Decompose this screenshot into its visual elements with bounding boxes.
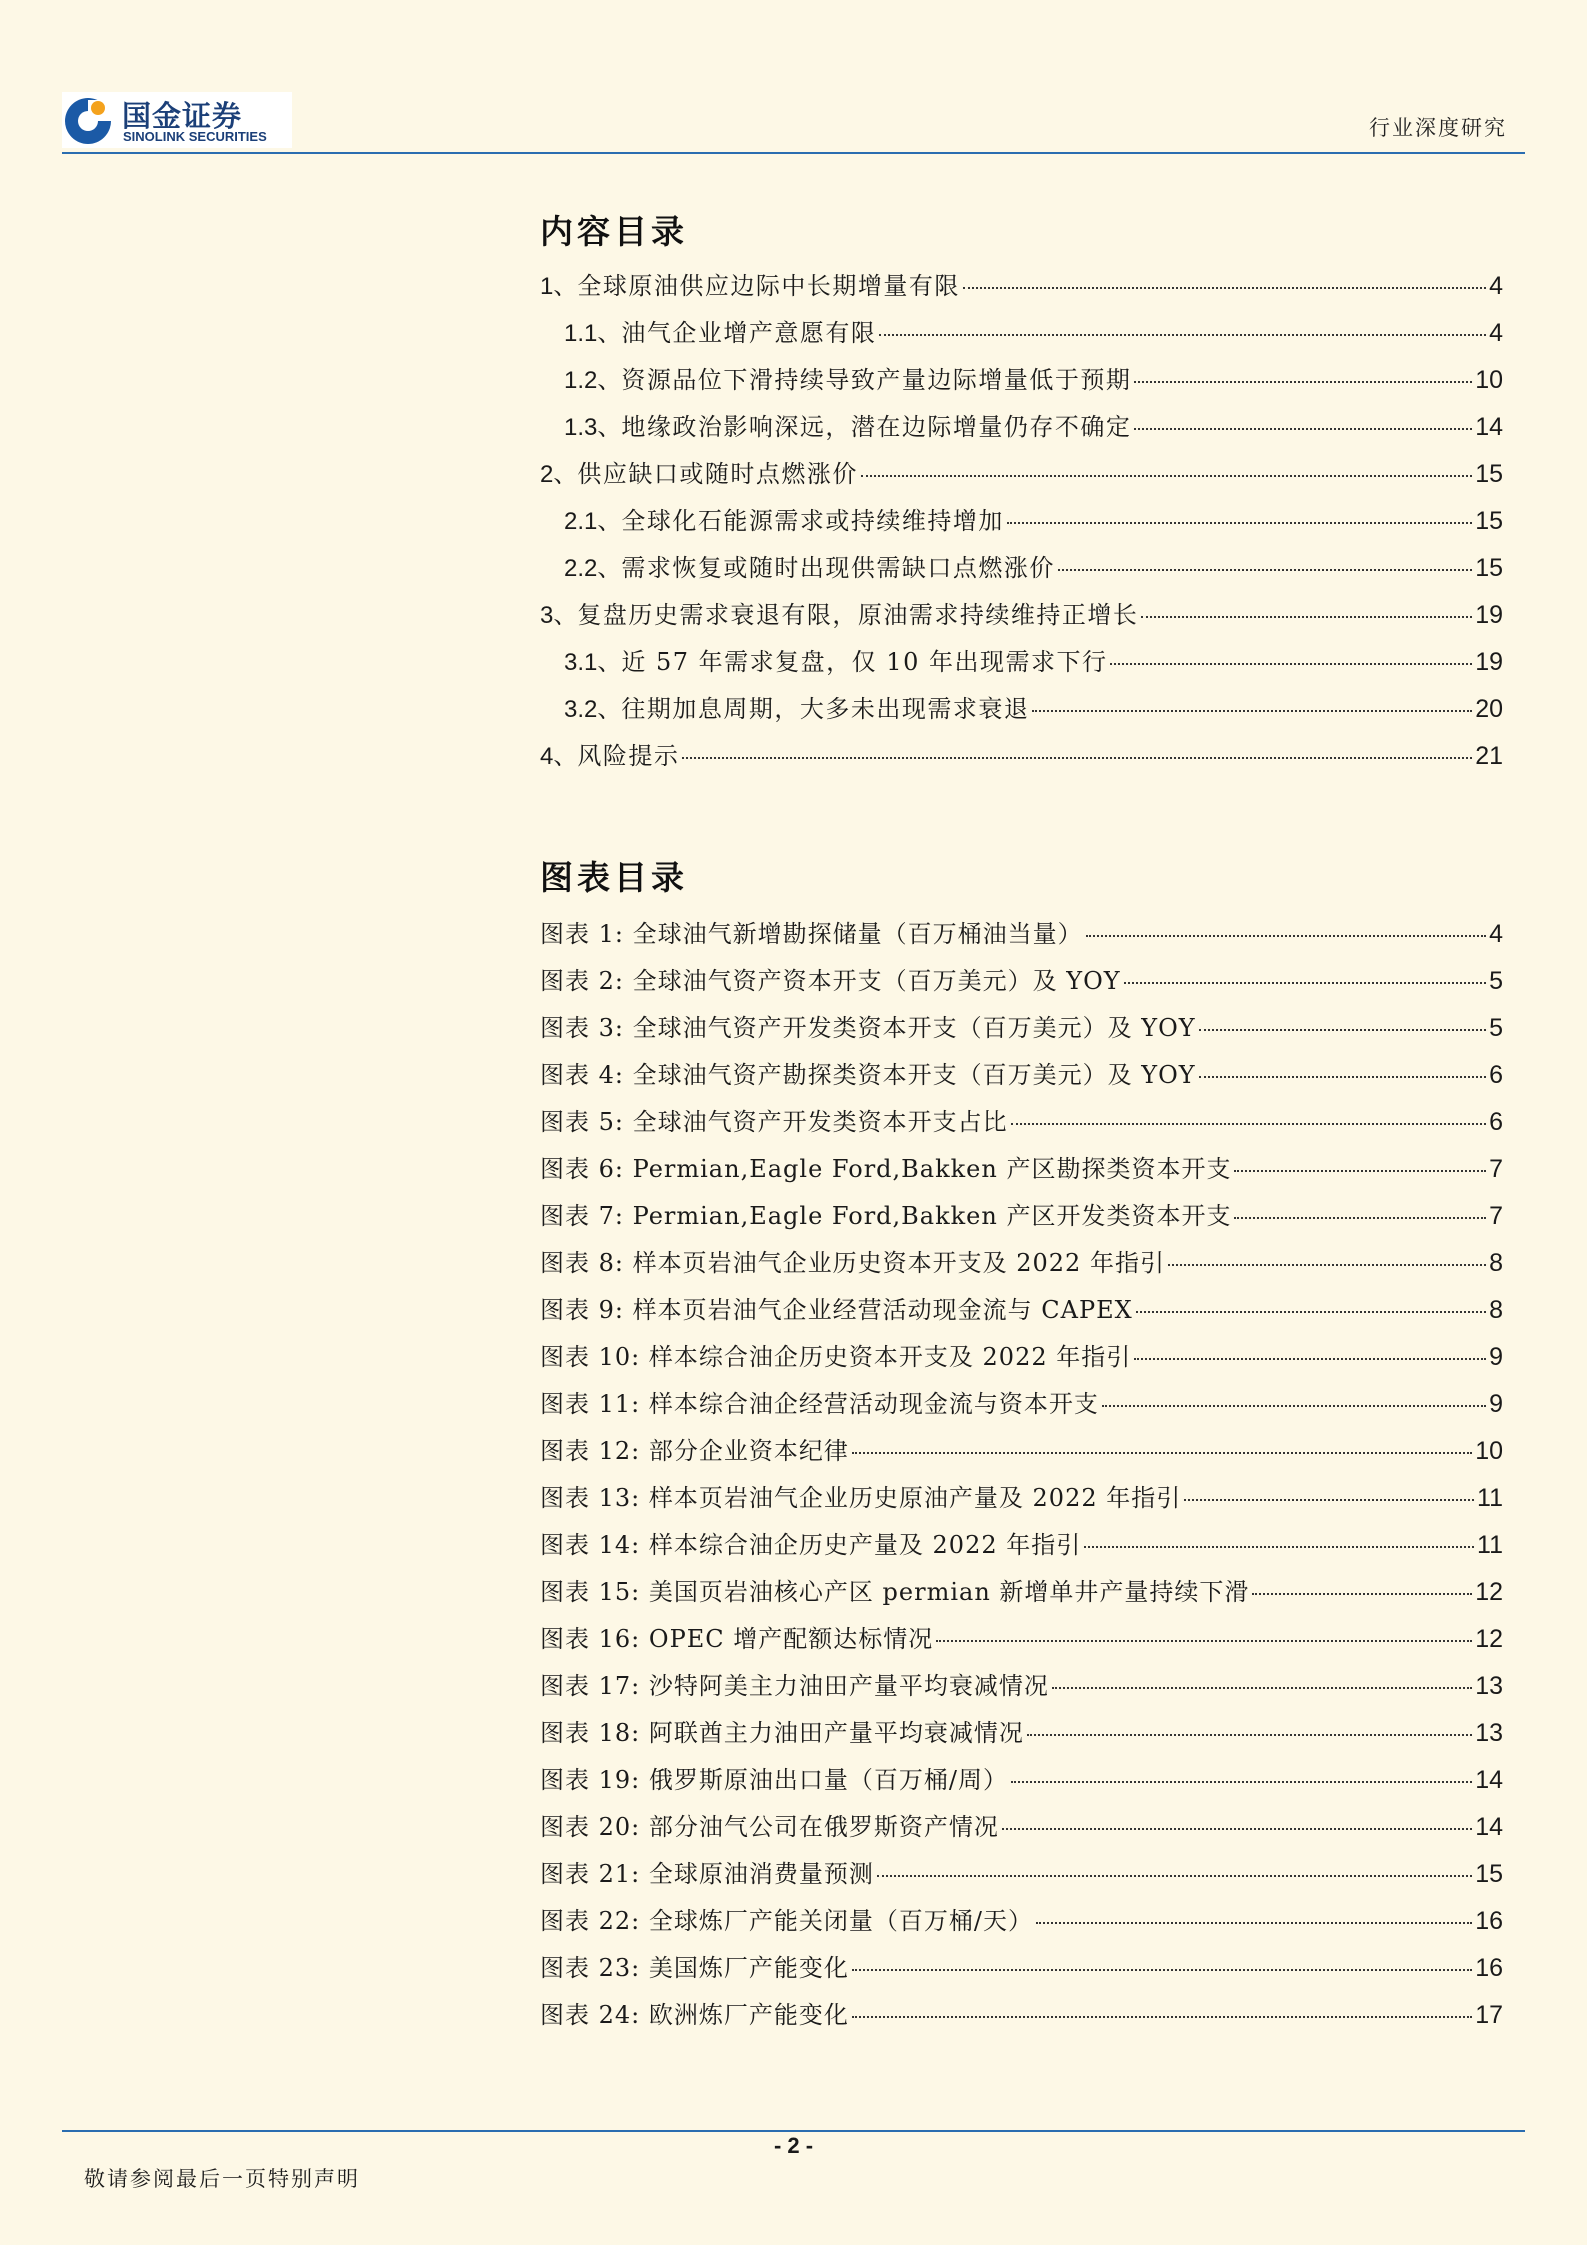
figure-entry-title: [540, 961, 1121, 996]
toc-entry-text: 地缘政治影响深远，潜在边际增量仍存不确定: [621, 413, 1132, 441]
figure-entry-label: 图表 12:: [540, 1437, 641, 1465]
figure-entry-text: 全球炼厂产能关闭量（百万桶/天）: [648, 1907, 1033, 1935]
dot-leader: [1086, 935, 1486, 937]
dot-leader: [1199, 1029, 1486, 1031]
toc-entry[interactable]: [540, 407, 1503, 454]
dot-leader: [1110, 663, 1472, 665]
figure-entry[interactable]: [540, 961, 1503, 1008]
toc-entry[interactable]: [540, 736, 1503, 783]
dot-leader: [1234, 1217, 1486, 1219]
figure-entry[interactable]: [540, 1431, 1503, 1478]
figure-entry-page: 8: [1489, 1296, 1503, 1324]
figure-entry-text: 全球油气新增勘探储量（百万桶油当量）: [632, 920, 1083, 948]
toc-entry[interactable]: [540, 266, 1503, 313]
figure-entry[interactable]: [540, 1995, 1503, 2042]
toc-entry-page: 10: [1475, 366, 1503, 394]
figure-entry-text: 欧洲炼厂产能变化: [648, 2001, 849, 2029]
logo-english-name: SINOLINK SECURITIES: [123, 129, 267, 144]
toc-entry-number: 1.3、: [564, 414, 622, 441]
toc-entry-page: 15: [1475, 460, 1503, 488]
figure-entry-title: [540, 1619, 933, 1654]
dot-leader: [1027, 1734, 1472, 1736]
figure-entry[interactable]: [540, 1008, 1503, 1055]
figure-entry-text: 样本综合油企历史产量及 2022 年指引: [648, 1531, 1082, 1559]
figure-entry-label: 图表 22:: [540, 1907, 641, 1935]
figure-entry-text: 样本页岩油气企业历史原油产量及 2022 年指引: [648, 1484, 1182, 1512]
figure-entry-label: 图表 23:: [540, 1954, 641, 1982]
toc-entry-number: 1.1、: [564, 320, 622, 347]
toc-entry-number: 1.2、: [564, 367, 622, 394]
figure-entry-page: 12: [1475, 1578, 1503, 1606]
toc-entry-title: [540, 266, 960, 301]
figure-entry-text: 沙特阿美主力油田产量平均衰减情况: [648, 1672, 1049, 1700]
dot-leader: [1036, 1922, 1472, 1924]
logo-chinese-name: 国金证券: [122, 99, 243, 133]
figure-entry-label: 图表 17:: [540, 1672, 641, 1700]
toc-entry-title: [540, 454, 858, 489]
report-type-label: 行业深度研究: [1369, 116, 1507, 140]
figure-entry[interactable]: [540, 1243, 1503, 1290]
figure-entry-page: 14: [1475, 1766, 1503, 1794]
toc-entry[interactable]: [540, 360, 1503, 407]
figure-entry-page: 7: [1489, 1155, 1503, 1183]
figure-entry[interactable]: [540, 1196, 1503, 1243]
toc-entry-text: 往期加息周期，大多未出现需求衰退: [621, 695, 1030, 723]
figure-entry-label: 图表 2:: [540, 967, 624, 995]
toc-entry-page: 21: [1475, 742, 1503, 770]
dot-leader: [879, 334, 1486, 336]
figure-entry-text: 美国炼厂产能变化: [648, 1954, 849, 1982]
contents-title: 内容目录: [540, 212, 688, 251]
toc-entry-page: 15: [1475, 554, 1503, 582]
dot-leader: [1011, 1781, 1472, 1783]
toc-entry-text: 风险提示: [577, 742, 680, 770]
figure-entry-title: [540, 1243, 1165, 1278]
figure-entry-text: 美国页岩油核心产区 permian 新增单井产量持续下滑: [648, 1578, 1250, 1606]
toc-entry-text: 近 57 年需求复盘，仅 10 年出现需求下行: [621, 648, 1108, 676]
figure-entry-page: 10: [1475, 1437, 1503, 1465]
toc-entry-title: [564, 407, 1131, 442]
toc-entry-number: 3、: [540, 602, 578, 629]
dot-leader: [682, 757, 1472, 759]
toc-entry[interactable]: [540, 595, 1503, 642]
figure-entry-label: 图表 11:: [540, 1390, 641, 1418]
figure-entry-page: 9: [1489, 1390, 1503, 1418]
figure-entry-page: 11: [1477, 1531, 1503, 1559]
dot-leader: [852, 2016, 1472, 2018]
sinolink-logo-icon: [62, 94, 114, 146]
toc-entry-title: [540, 736, 679, 771]
dot-leader: [1002, 1828, 1472, 1830]
toc-entry-page: 19: [1475, 601, 1503, 629]
toc-entry[interactable]: [540, 501, 1503, 548]
figure-entry-text: 全球油气资产勘探类资本开支（百万美元）及 YOY: [632, 1061, 1196, 1089]
figure-entry[interactable]: [540, 1290, 1503, 1337]
toc-entry[interactable]: [540, 313, 1503, 360]
dot-leader: [936, 1640, 1472, 1642]
toc-entry-number: 2.1、: [564, 508, 622, 535]
figure-entry-page: 13: [1475, 1719, 1503, 1747]
figure-entry[interactable]: [540, 1572, 1503, 1619]
figure-entry-title: [540, 1478, 1181, 1513]
figure-entry-title: [540, 1290, 1133, 1325]
figure-entry[interactable]: [540, 1854, 1503, 1901]
figure-entry[interactable]: [540, 1807, 1503, 1854]
figure-entry-title: [540, 1854, 874, 1889]
figure-entry-text: 全球原油消费量预测: [648, 1860, 874, 1888]
footer-rule: [62, 2130, 1525, 2132]
figure-entry-page: 12: [1475, 1625, 1503, 1653]
figure-entry[interactable]: [540, 1478, 1503, 1525]
figure-entry-label: 图表 19:: [540, 1766, 641, 1794]
toc-entry-title: [564, 501, 1004, 536]
figure-entry-title: [540, 1713, 1024, 1748]
figure-entry[interactable]: [540, 1619, 1503, 1666]
toc-entry-page: 20: [1475, 695, 1503, 723]
figure-entry-text: OPEC 增产配额达标情况: [648, 1625, 934, 1653]
toc-entry-text: 需求恢复或随时出现供需缺口点燃涨价: [621, 554, 1055, 582]
toc-entry[interactable]: [540, 454, 1503, 501]
figure-entry-text: 阿联酋主力油田产量平均衰减情况: [648, 1719, 1024, 1747]
dot-leader: [1102, 1405, 1486, 1407]
page-number: - 2 -: [773, 2133, 814, 2158]
toc-entry-number: 2.2、: [564, 555, 622, 582]
toc-entry-text: 油气企业增产意愿有限: [621, 319, 877, 347]
figure-entry[interactable]: [540, 1337, 1503, 1384]
figure-entry-title: [540, 1055, 1196, 1090]
dot-leader: [1199, 1076, 1486, 1078]
figure-entry-label: 图表 6:: [540, 1155, 624, 1183]
toc-entry-number: 2、: [540, 461, 578, 488]
figure-entry-label: 图表 4:: [540, 1061, 624, 1089]
dot-leader: [852, 1452, 1472, 1454]
toc-entry-title: [540, 595, 1138, 630]
toc-entry-number: 3.2、: [564, 696, 622, 723]
toc-entry-page: 4: [1489, 272, 1503, 300]
figure-entry-text: 俄罗斯原油出口量（百万桶/周）: [648, 1766, 1008, 1794]
dot-leader: [1007, 522, 1472, 524]
toc-entry-page: 14: [1475, 413, 1503, 441]
dot-leader: [963, 287, 1486, 289]
figure-entry-label: 图表 3:: [540, 1014, 624, 1042]
figure-entry-page: 5: [1489, 967, 1503, 995]
toc-entry-number: 1、: [540, 273, 578, 300]
figure-entry-title: [540, 1901, 1033, 1936]
figure-entry-page: 5: [1489, 1014, 1503, 1042]
figure-entry-page: 4: [1489, 920, 1503, 948]
dot-leader: [861, 475, 1472, 477]
dot-leader: [1134, 1358, 1486, 1360]
figure-entry[interactable]: [540, 1666, 1503, 1713]
figure-entry-page: 15: [1475, 1860, 1503, 1888]
figure-entry[interactable]: [540, 1384, 1503, 1431]
figure-entry-page: 6: [1489, 1061, 1503, 1089]
dot-leader: [1134, 428, 1472, 430]
dot-leader: [1136, 1311, 1486, 1313]
toc-entry-text: 供应缺口或随时点燃涨价: [577, 460, 858, 488]
figure-entry-title: [540, 1760, 1008, 1795]
figure-entry-text: 全球油气资产开发类资本开支（百万美元）及 YOY: [632, 1014, 1196, 1042]
contents-list: [540, 266, 1503, 783]
figure-entry-title: [540, 1384, 1099, 1419]
figure-entry-label: 图表 14:: [540, 1531, 641, 1559]
figure-entry-label: 图表 9:: [540, 1296, 624, 1324]
toc-entry-text: 资源品位下滑持续导致产量边际增量低于预期: [621, 366, 1132, 394]
toc-entry-page: 4: [1489, 319, 1503, 347]
figure-entry-label: 图表 18:: [540, 1719, 641, 1747]
figure-entry-label: 图表 24:: [540, 2001, 641, 2029]
figure-entry-page: 16: [1475, 1954, 1503, 1982]
dot-leader: [1234, 1170, 1486, 1172]
header-rule: [62, 152, 1525, 154]
figures-list: [540, 914, 1503, 2042]
figure-entry[interactable]: [540, 1760, 1503, 1807]
figure-entry-title: [540, 1572, 1249, 1607]
figure-entry-text: 样本综合油企经营活动现金流与资本开支: [648, 1390, 1099, 1418]
dot-leader: [1184, 1499, 1474, 1501]
figure-entry-text: 全球油气资产资本开支（百万美元）及 YOY: [632, 967, 1121, 995]
figure-entry-label: 图表 20:: [540, 1813, 641, 1841]
toc-entry[interactable]: [540, 689, 1503, 736]
dot-leader: [1252, 1593, 1472, 1595]
figure-entry-label: 图表 13:: [540, 1484, 641, 1512]
figure-entry-page: 13: [1475, 1672, 1503, 1700]
figure-entry-text: 样本页岩油气企业经营活动现金流与 CAPEX: [632, 1296, 1133, 1324]
figure-entry[interactable]: [540, 914, 1503, 961]
toc-entry[interactable]: [540, 548, 1503, 595]
figure-entry[interactable]: [540, 1713, 1503, 1760]
dot-leader: [1052, 1687, 1472, 1689]
dot-leader: [1032, 710, 1472, 712]
dot-leader: [1084, 1546, 1474, 1548]
figure-entry-page: 9: [1489, 1343, 1503, 1371]
figure-entry-title: [540, 1525, 1081, 1560]
figure-entry-title: [540, 1431, 849, 1466]
figure-entry-page: 14: [1475, 1813, 1503, 1841]
toc-entry-title: [564, 360, 1131, 395]
figure-entry-title: [540, 1102, 1008, 1137]
figure-entry-title: [540, 1008, 1196, 1043]
figure-entry[interactable]: [540, 1525, 1503, 1572]
figure-entry-page: 17: [1475, 2001, 1503, 2029]
figure-entry[interactable]: [540, 1948, 1503, 1995]
dot-leader: [1168, 1264, 1486, 1266]
figure-entry-page: 16: [1475, 1907, 1503, 1935]
figure-entry-text: 全球油气资产开发类资本开支占比: [632, 1108, 1008, 1136]
figure-entry-title: [540, 1149, 1231, 1184]
toc-entry-title: [564, 642, 1107, 677]
figure-entry-label: 图表 16:: [540, 1625, 641, 1653]
figure-entry-text: 样本页岩油气企业历史资本开支及 2022 年指引: [632, 1249, 1165, 1277]
figure-entry-text: 部分企业资本纪律: [648, 1437, 849, 1465]
figure-entry-title: [540, 1807, 999, 1842]
figure-entry-label: 图表 7:: [540, 1202, 624, 1230]
dot-leader: [877, 1875, 1472, 1877]
figure-entry[interactable]: [540, 1901, 1503, 1948]
figure-entry-title: [540, 1196, 1231, 1231]
toc-entry-number: 3.1、: [564, 649, 622, 676]
dot-leader: [1134, 381, 1472, 383]
figure-entry-title: [540, 1666, 1049, 1701]
toc-entry-number: 4、: [540, 743, 578, 770]
figure-entry-page: 8: [1489, 1249, 1503, 1277]
figure-entry-text: Permian,Eagle Ford,Bakken 产区开发类资本开支: [632, 1202, 1232, 1230]
toc-entry-page: 19: [1475, 648, 1503, 676]
figure-entry[interactable]: [540, 1055, 1503, 1102]
figure-entry-page: 11: [1477, 1484, 1503, 1512]
figure-entry-title: [540, 1337, 1131, 1372]
figure-entry-text: Permian,Eagle Ford,Bakken 产区勘探类资本开支: [632, 1155, 1232, 1183]
figure-entry-label: 图表 8:: [540, 1249, 624, 1277]
toc-entry-page: 15: [1475, 507, 1503, 535]
toc-entry-text: 全球原油供应边际中长期增量有限: [577, 272, 960, 300]
figure-entry[interactable]: [540, 1102, 1503, 1149]
company-logo: [62, 92, 292, 148]
figure-entry[interactable]: [540, 1149, 1503, 1196]
figure-entry-label: 图表 21:: [540, 1860, 641, 1888]
figure-entry-label: 图表 15:: [540, 1578, 641, 1606]
figure-entry-title: [540, 1995, 849, 2030]
disclaimer-text: 敬请参阅最后一页特别声明: [84, 2167, 360, 2191]
dot-leader: [1124, 982, 1486, 984]
dot-leader: [1011, 1123, 1486, 1125]
toc-entry-title: [564, 548, 1055, 583]
figure-entry-label: 图表 5:: [540, 1108, 624, 1136]
figures-title: 图表目录: [540, 858, 688, 897]
toc-entry-text: 全球化石能源需求或持续维持增加: [621, 507, 1004, 535]
dot-leader: [1141, 616, 1472, 618]
figure-entry-title: [540, 914, 1083, 949]
dot-leader: [1058, 569, 1472, 571]
figure-entry-label: 图表 10:: [540, 1343, 641, 1371]
toc-entry-title: [564, 689, 1029, 724]
figure-entry-page: 7: [1489, 1202, 1503, 1230]
dot-leader: [852, 1969, 1472, 1971]
figure-entry-text: 样本综合油企历史资本开支及 2022 年指引: [648, 1343, 1132, 1371]
toc-entry-text: 复盘历史需求衰退有限，原油需求持续维持正增长: [577, 601, 1139, 629]
toc-entry-title: [564, 313, 876, 348]
figure-entry-title: [540, 1948, 849, 1983]
toc-entry[interactable]: [540, 642, 1503, 689]
figure-entry-text: 部分油气公司在俄罗斯资产情况: [648, 1813, 999, 1841]
figure-entry-page: 6: [1489, 1108, 1503, 1136]
figure-entry-label: 图表 1:: [540, 920, 624, 948]
